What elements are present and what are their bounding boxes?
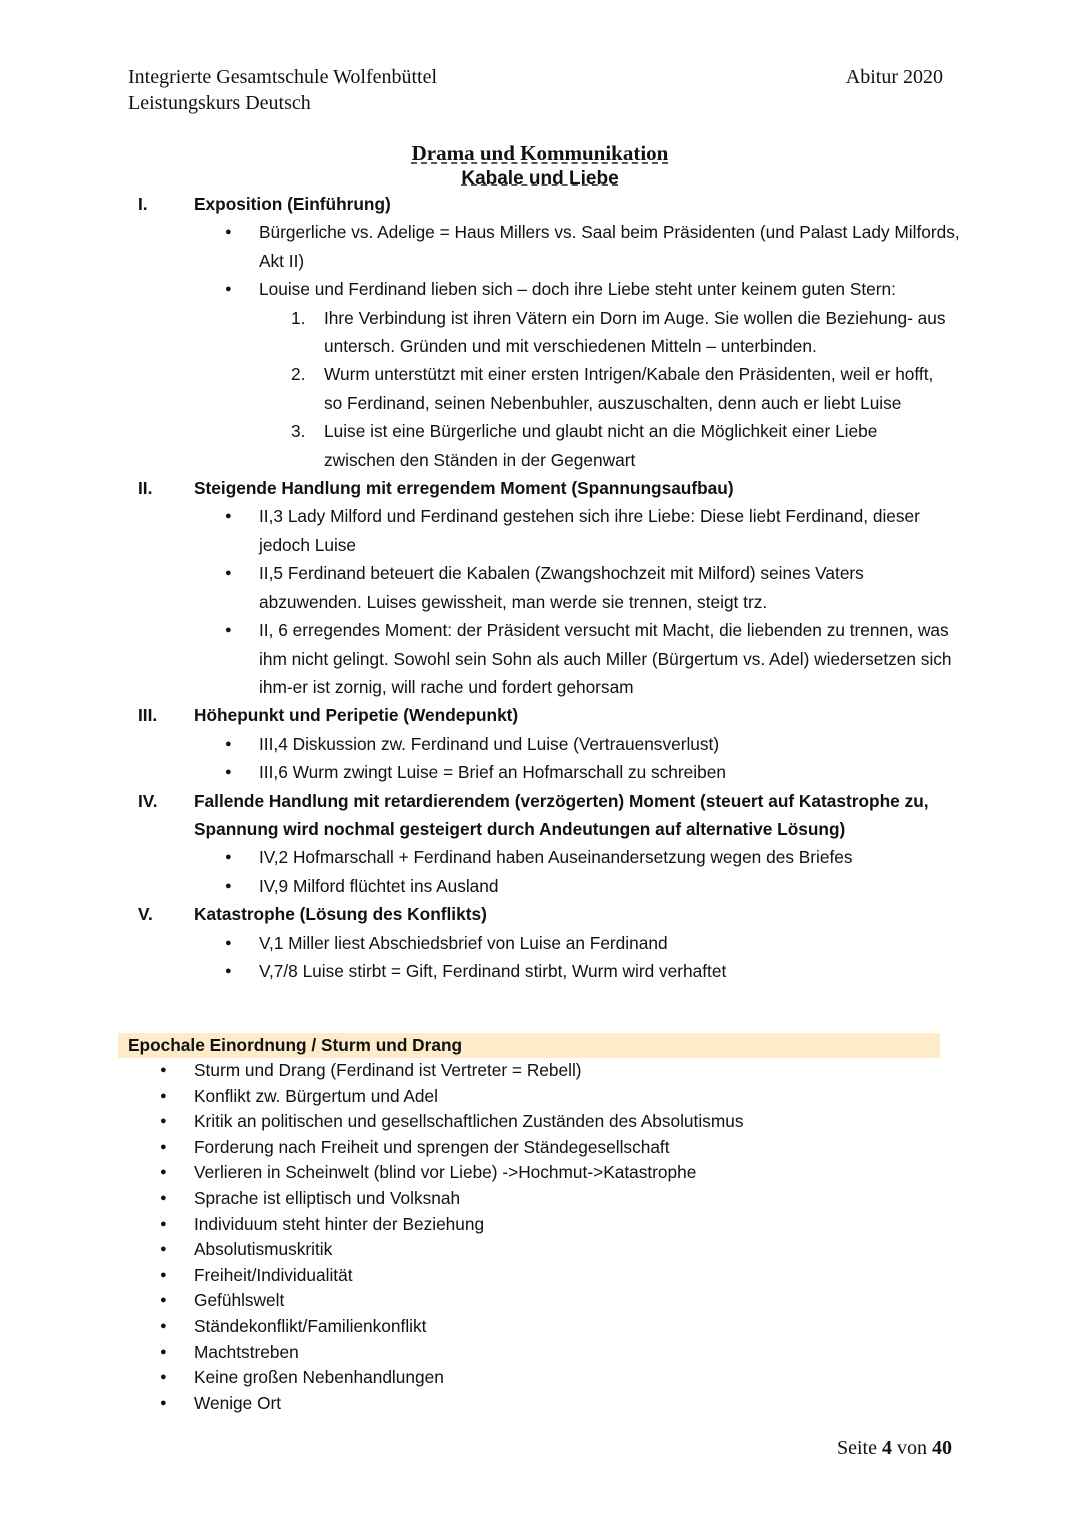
bullet-list [0,218,1080,303]
list-item: ● V,7/8 Luise stirbt = Gift, Ferdinand stirbt, Wurm wird verhaftet [0,957,1080,985]
list-item: ● Bürgerliche vs. Adelige = Haus Millers vs. Saal beim Präsidenten (und Palast Lady Milfords, Akt II) [0,218,1080,275]
section-heading [0,900,1080,928]
section-numeral: V. [138,904,153,925]
page-number-prefix: Seite [837,1437,882,1459]
section-heading-text: Exposition (Einführung) [194,194,391,214]
list-item: ● Keine großen Nebenhandlungen [0,1365,1080,1391]
section-numeral: IV. [138,790,158,811]
list-item: ● Ständekonflikt/Familienkonflikt [0,1314,1080,1340]
drama-structure [0,190,1080,985]
list-item: ● Machtstreben [0,1340,1080,1366]
list-item: ● Louise und Ferdinand lieben sich – doch ihre Liebe steht unter keinem guten Stern: [0,275,1080,303]
list-item: ● Gefühlswelt [0,1288,1080,1314]
numbered-item-text: Wurm unterstützt mit einer ersten Intrigen/Kabale den Präsidenten, weil er hofft, so Ferdinand, seinen Nebenbuhler, auszuschalten, denn auch er liebt Luise [324,364,934,413]
list-item: ● II,3 Lady Milford und Ferdinand gestehen sich ihre Liebe: Diese liebt Ferdinand, dieser jedoch Luise [0,502,1080,559]
page-number-total: 40 [932,1437,952,1459]
bullet-list [0,502,1080,701]
page-title: Drama und Kommunikation [411,141,669,165]
list-item: ● Sprache ist elliptisch und Volksnah [0,1186,1080,1212]
bullet-list [0,929,1080,986]
list-item: ● II, 6 erregendes Moment: der Präsident versucht mit Macht, die liebenden zu trennen, was ihm nicht gelingt. Sowohl sein Sohn als auch Miller (Bürgertum vs. Adel) wiedersetzen sich ihm-er ist zornig, will rache und fordert gehorsam [0,616,1080,701]
page-number-current: 4 [882,1437,892,1459]
page-number [837,1437,952,1460]
list-item: ● Individuum steht hinter der Beziehung [0,1212,1080,1238]
page-subtitle: Kabale und Liebe [461,168,619,189]
list-item: ● Wenige Ort [0,1391,1080,1417]
numbered-list [0,304,1080,474]
list-item: ● Forderung nach Freiheit und sprengen der Ständegesellschaft [0,1135,1080,1161]
school-name: Integrierte Gesamtschule Wolfenbüttel [128,66,438,88]
title-block [0,140,1080,192]
section-heading [0,190,1080,218]
section-exposition [0,190,1080,474]
numbered-item-text: Luise ist eine Bürgerliche und glaubt nicht an die Möglichkeit einer Liebe zwischen den Ständen in der Gegenwart [324,421,878,470]
list-item: ● Sturm und Drang (Ferdinand ist Vertreter = Rebell) [0,1058,1080,1084]
exam-label: Abitur 2020 [845,66,943,88]
section-heading-text: Katastrophe (Lösung des Konflikts) [194,904,487,925]
section-heading-text: Steigende Handlung mit erregendem Moment (Spannungsaufbau) [194,478,734,499]
bullet-list [0,843,1080,900]
section-heading [0,787,1080,844]
list-item: ● Kritik an politischen und gesellschaftlichen Zuständen des Absolutismus [0,1109,1080,1135]
section-heading [0,701,1080,729]
section-heading-text: Höhepunkt und Peripetie (Wendepunkt) [194,705,519,726]
section-climax [0,701,1080,786]
numbered-item: 2. Wurm unterstützt mit einer ersten Intrigen/Kabale den Präsidenten, weil er hofft, so Ferdinand, seinen Nebenbuhler, auszuschalten, denn auch er liebt Luise [291,364,934,413]
numbered-item-text: Ihre Verbindung ist ihren Vätern ein Dorn im Auge. Sie wollen die Beziehung- aus untersch. Gründen und mit verschiedenen Mitteln – unterbinden. [324,307,946,357]
list-item: ● II,5 Ferdinand beteuert die Kabalen (Zwangshochzeit mit Milford) seines Vaters abzuwenden. Luises gewissheit, man werde sie trennen, steigt trz. [0,559,1080,616]
section-heading [0,474,1080,502]
epoch-heading: Epochale Einordnung / Sturm und Drang [118,1033,940,1058]
list-item: ● V,1 Miller liest Abschiedsbrief von Luise an Ferdinand [0,929,1080,957]
numbered-item: 1. Ihre Verbindung ist ihren Vätern ein Dorn im Auge. Sie wollen die Beziehung- aus untersch. Gründen und mit verschiedenen Mitteln – unterbinden. [291,307,946,357]
list-item: ● III,6 Wurm zwingt Luise = Brief an Hofmarschall zu schreiben [0,758,1080,786]
section-heading-text: Fallende Handlung mit retardierendem (verzögerten) Moment (steuert auf Katastrophe zu, Spannung wird nochmal gesteigert durch Andeutungen auf alternative Lösung) [194,790,929,839]
page-number-middle: von [892,1437,932,1459]
list-item: ● III,4 Diskussion zw. Ferdinand und Luise (Vertrauensverlust) [0,730,1080,758]
section-catastrophe [0,900,1080,985]
list-item: ● Verlieren in Scheinwelt (blind vor Liebe) ->Hochmut->Katastrophe [0,1160,1080,1186]
list-item: ● Konflikt zw. Bürgertum und Adel [0,1084,1080,1110]
list-item: ● Freiheit/Individualität [0,1263,1080,1289]
bullet-list [0,730,1080,787]
section-numeral: III. [138,705,158,726]
numbered-item: 3. Luise ist eine Bürgerliche und glaubt nicht an die Möglichkeit einer Liebe zwischen den Ständen in der Gegenwart [291,421,878,470]
epoch-list [0,1058,1080,1416]
page-header-left [128,64,437,116]
section-falling-action [0,787,1080,901]
section-rising-action [0,474,1080,701]
list-item: ● Absolutismuskritik [0,1237,1080,1263]
section-numeral: I. [138,194,148,214]
section-numeral: II. [138,478,153,499]
list-item: ● IV,9 Milford flüchtet ins Ausland [0,872,1080,900]
list-item: ● IV,2 Hofmarschall + Ferdinand haben Auseinandersetzung wegen des Briefes [0,843,1080,871]
course-name: Leistungskurs Deutsch [128,92,311,114]
